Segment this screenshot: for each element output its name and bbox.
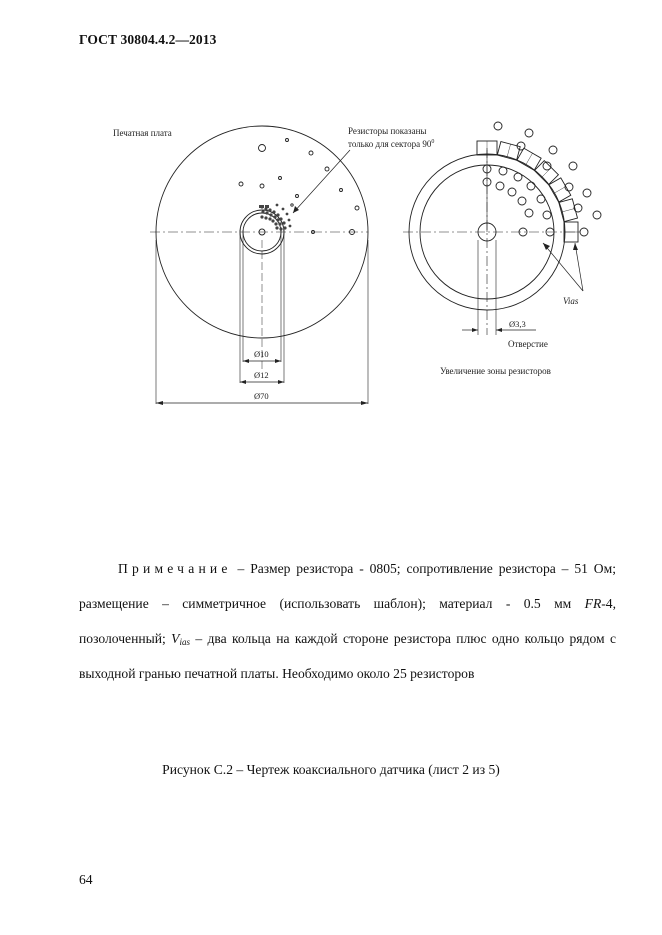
resistor-cluster: [259, 204, 291, 231]
dim-hole-label: Ø3,3: [509, 319, 526, 329]
coaxial-probe-drawing: [0, 0, 662, 430]
label-resistors-degree: 0: [431, 139, 435, 145]
label-resistors-line1: Резисторы показаны: [348, 126, 427, 136]
zoom-resistors: [477, 141, 578, 242]
note-ias: ias: [179, 637, 190, 647]
note-text-1: – Размер резистора - 0805; сопротивление резистора – 51 Ом; размещение – симметричное (использовать шаблон); материал - 0.5 мм: [79, 561, 616, 611]
note-v: V: [171, 631, 180, 646]
note-fr: FR: [584, 596, 602, 611]
note-text-3: – два кольца на каждой стороне резистора плюс одно кольцо рядом с выходной гранью печатной платы. Необходимо около 25 резисторов: [79, 631, 616, 681]
dim-12-label: Ø12: [254, 370, 269, 380]
label-vias: Vias: [563, 296, 579, 306]
label-hole: Отверстие: [508, 339, 548, 349]
label-resistors-line2: только для сектора $90^0$: [348, 139, 435, 149]
dim-70-label: Ø70: [254, 391, 269, 401]
note-paragraph: [79, 551, 616, 691]
label-zoom: Увеличение зоны резисторов: [440, 366, 551, 376]
note-text-2: -4, позолоченный;: [79, 596, 616, 646]
page-number: 64: [79, 872, 93, 887]
document-code: ГОСТ 30804.4.2—2013: [79, 32, 217, 47]
figure-caption: Рисунок С.2 – Чертеж коаксиального датчика (лист 2 из 5): [162, 762, 500, 777]
label-pcb: Печатная плата: [113, 128, 172, 138]
note-label: Примечание: [118, 561, 232, 576]
dim-10-label: Ø10: [254, 349, 269, 359]
